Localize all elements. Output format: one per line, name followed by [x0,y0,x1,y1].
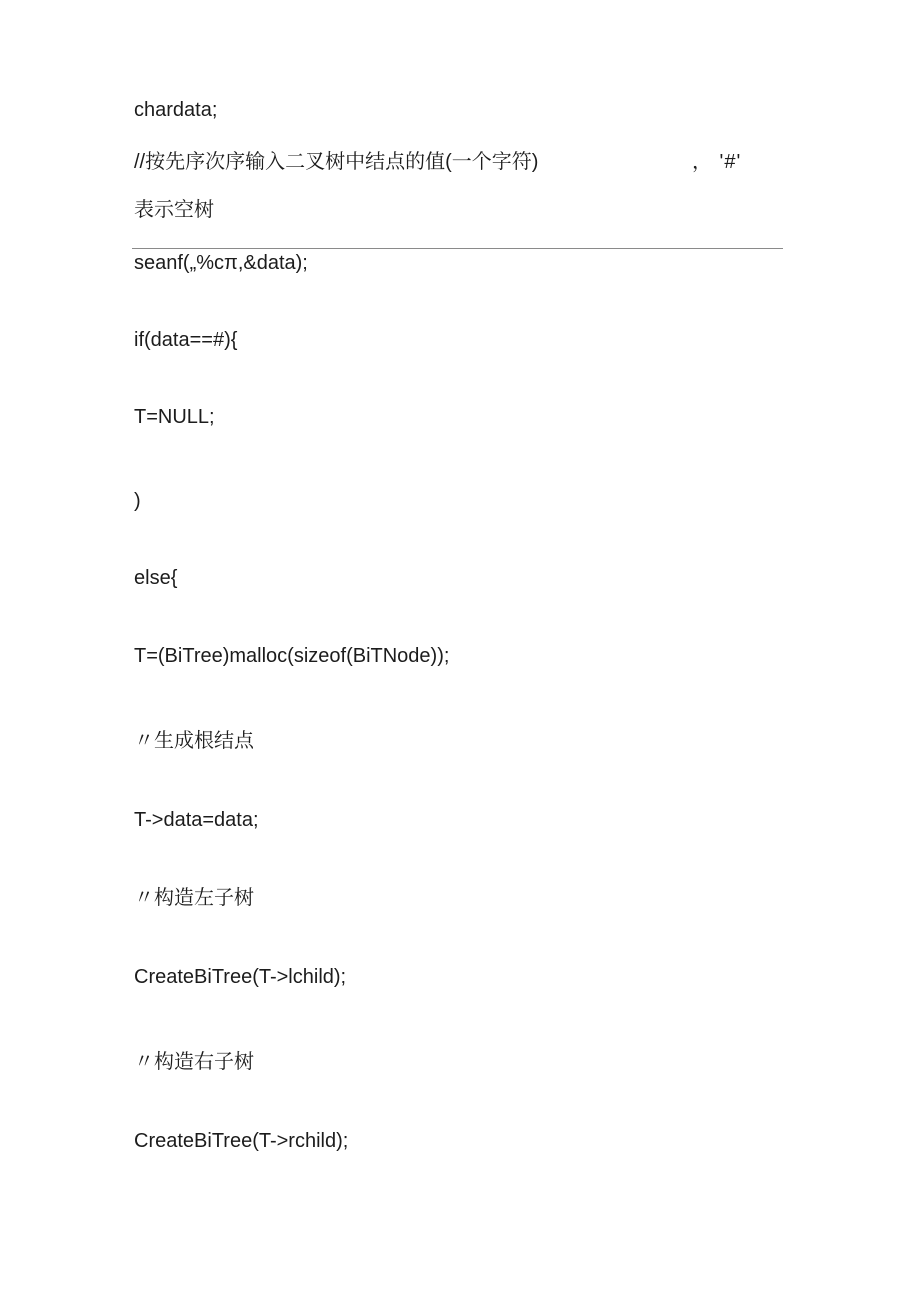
code-line-create-right: CreateBiTree(T->rchild); [134,1130,349,1152]
code-comment-input-continued: 表示空树 [134,199,214,221]
code-line-data-assign: T->data=data; [134,809,259,831]
code-line-scanf: seanf(„%cπ,&data); [134,252,308,274]
code-line-declaration: chardata; [134,99,218,121]
code-line-null-assign: T=NULL; [134,406,215,428]
code-line-create-left: CreateBiTree(T->lchild); [134,966,347,988]
code-comment-input-tail: ， '#' [692,151,742,173]
code-comment-left: 〃构造左子树 [134,887,254,909]
code-comment-input: //按先序次序输入二叉树中结点的值(一个字符) [134,151,539,173]
code-line-else: else{ [134,567,178,589]
code-line-close-brace: ) [134,490,141,512]
code-line-if: if(data==#){ [134,329,238,351]
code-comment-root: 〃生成根结点 [134,730,254,752]
horizontal-rule [132,248,783,249]
code-comment-right: 〃构造右子树 [134,1051,254,1073]
code-line-malloc: T=(BiTree)malloc(sizeof(BiTNode)); [134,645,450,667]
